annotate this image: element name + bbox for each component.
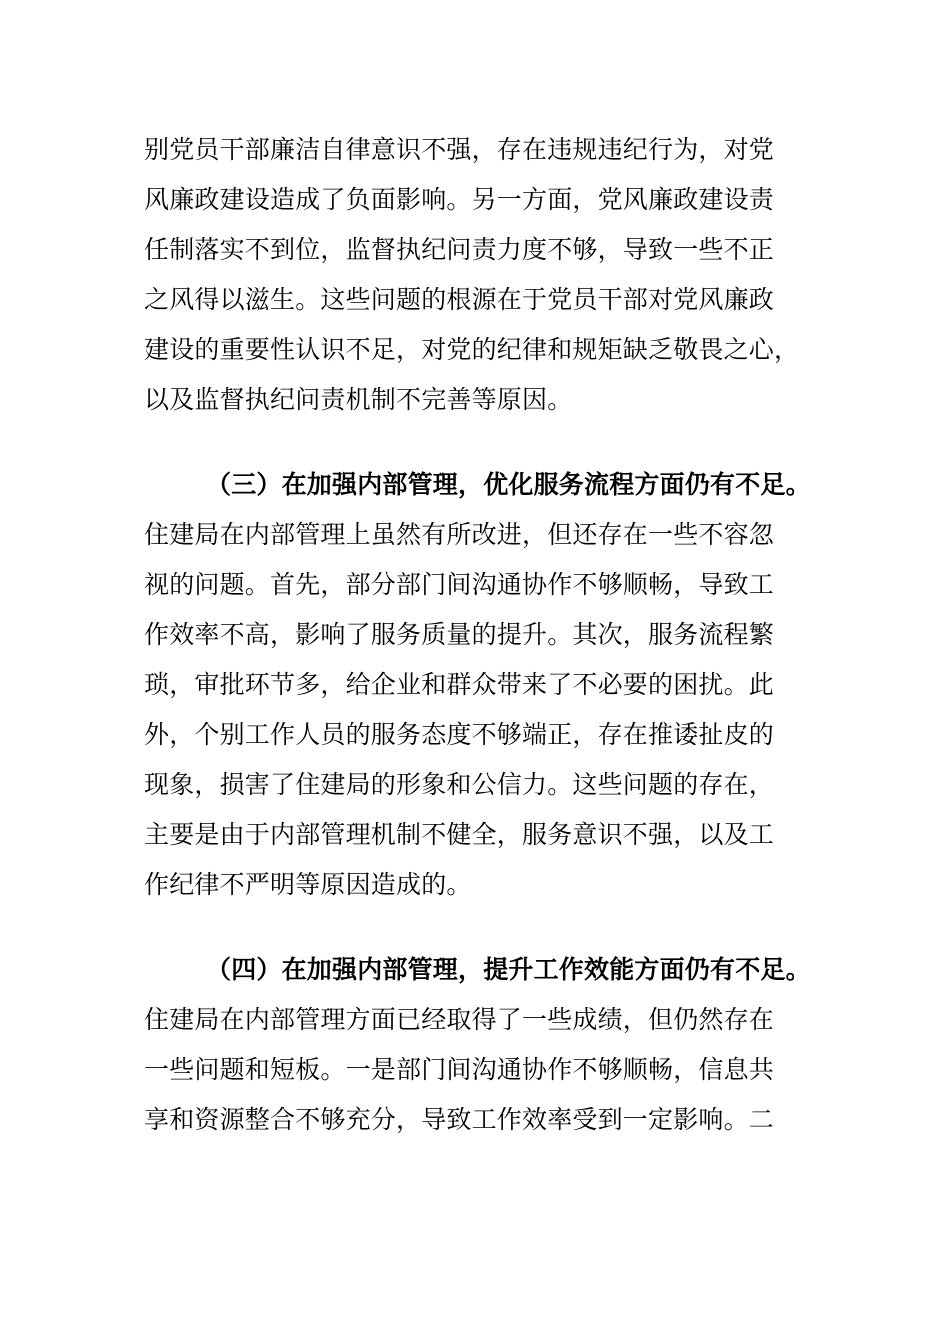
body-text-line: 一些问题和短板。一是部门间沟通协作不够顺畅，信息共 <box>144 1055 775 1084</box>
body-text-line: 之风得以滋生。这些问题的根源在于党员干部对党风廉政 <box>144 285 775 314</box>
body-text-line: 任制落实不到位，监督执纪问责力度不够，导致一些不正 <box>144 235 775 264</box>
section-heading: （三）在加强内部管理，优化服务流程方面仍有不足。 <box>206 470 811 499</box>
body-text-line: 琐，审批环节多，给企业和群众带来了不必要的困扰。此 <box>144 670 775 699</box>
section-heading: （四）在加强内部管理，提升工作效能方面仍有不足。 <box>206 955 811 984</box>
body-text-line: 以及监督执纪问责机制不完善等原因。 <box>144 385 573 414</box>
body-text-line: 视的问题。首先，部分部门间沟通协作不够顺畅，导致工 <box>144 570 775 599</box>
body-text-line: 别党员干部廉洁自律意识不强，存在违规违纪行为，对党 <box>144 135 775 164</box>
body-text-line: 作效率不高，影响了服务质量的提升。其次，服务流程繁 <box>144 620 775 649</box>
body-text-line: 外，个别工作人员的服务态度不够端正，存在推诿扯皮的 <box>144 720 775 749</box>
body-text-line: 住建局在内部管理上虽然有所改进，但还存在一些不容忽 <box>144 520 775 549</box>
body-text-line: 风廉政建设造成了负面影响。另一方面，党风廉政建设责 <box>144 185 775 214</box>
body-text-line: 作纪律不严明等原因造成的。 <box>144 870 472 899</box>
body-text-line: 住建局在内部管理方面已经取得了一些成绩，但仍然存在 <box>144 1005 775 1034</box>
body-text-line: 享和资源整合不够充分，导致工作效率受到一定影响。二 <box>144 1105 775 1134</box>
body-text-line: 建设的重要性认识不足，对党的纪律和规矩缺乏敬畏之心， <box>144 335 800 364</box>
body-text-line: 现象，损害了住建局的形象和公信力。这些问题的存在， <box>144 770 775 799</box>
body-text-line: 主要是由于内部管理机制不健全，服务意识不强，以及工 <box>144 820 775 849</box>
